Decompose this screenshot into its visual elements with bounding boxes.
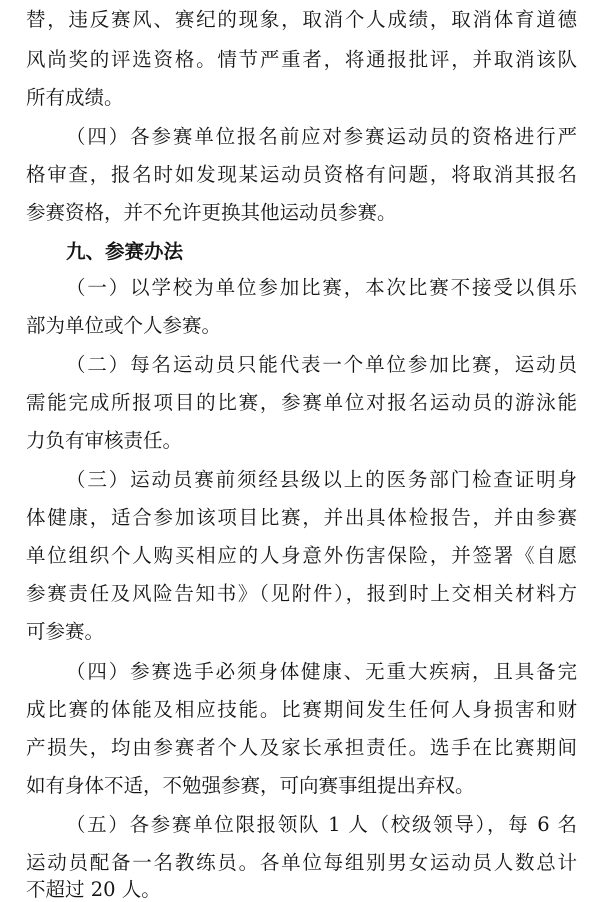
body-text-line: 产损失，均由参赛者个人及家长承担责任。选手在比赛期间 (26, 736, 577, 759)
paragraph-first-line: （二）每名运动员只能代表一个单位参加比赛，运动员 (66, 353, 577, 376)
body-text-line: 力负有审核责任。 (26, 429, 183, 452)
paragraph-first-line: （一）以学校为单位参加比赛，本次比赛不接受以俱乐 (66, 276, 577, 299)
body-text-line: 需能完成所报项目的比赛，参赛单位对报名运动员的游泳能 (26, 391, 577, 414)
section-heading: 九、参赛办法 (66, 240, 184, 263)
body-text-line: 所有成绩。 (26, 86, 124, 109)
body-text-line: 单位组织个人购买相应的人身意外伤害保险，并签署《自愿 (26, 544, 577, 567)
body-text-line: 部为单位或个人参赛。 (26, 314, 222, 337)
body-text-line: 参赛责任及风险告知书》（见附件），报到时上交相关材料方 (26, 582, 577, 605)
paragraph-first-line: （四）各参赛单位报名前应对参赛运动员的资格进行严 (66, 125, 577, 148)
body-text-line: 成比赛的体能及相应技能。比赛期间发生任何人身损害和财 (26, 698, 577, 721)
paragraph-first-line: （四）参赛选手必须身体健康、无重大疾病，且具备完 (66, 660, 577, 683)
body-text-line: 体健康，适合参加该项目比赛，并出具体检报告，并由参赛 (26, 506, 577, 529)
body-text-line: 不超过 20 人。 (26, 878, 161, 901)
body-text-line: 风尚奖的评选资格。情节严重者，将通报批评，并取消该队 (26, 48, 577, 71)
body-text-line: 替，违反赛风、赛纪的现象，取消个人成绩，取消体育道德 (26, 8, 577, 31)
body-text-line: 如有身体不适，不勉强参赛，可向赛事组提出弃权。 (26, 774, 475, 797)
paragraph-first-line: （三）运动员赛前须经县级以上的医务部门检查证明身 (66, 468, 577, 491)
paragraph-first-line: （五）各参赛单位限报领队 1 人（校级领导），每 6 名 (66, 813, 577, 836)
body-text-line: 格审查，报名时如发现某运动员资格有问题，将取消其报名 (26, 163, 577, 186)
body-text-line: 参赛资格，并不允许更换其他运动员参赛。 (26, 201, 397, 224)
body-text-line: 运动员配备一名教练员。各单位每组别男女运动员人数总计 (26, 851, 577, 874)
body-text-line: 可参赛。 (26, 620, 105, 643)
